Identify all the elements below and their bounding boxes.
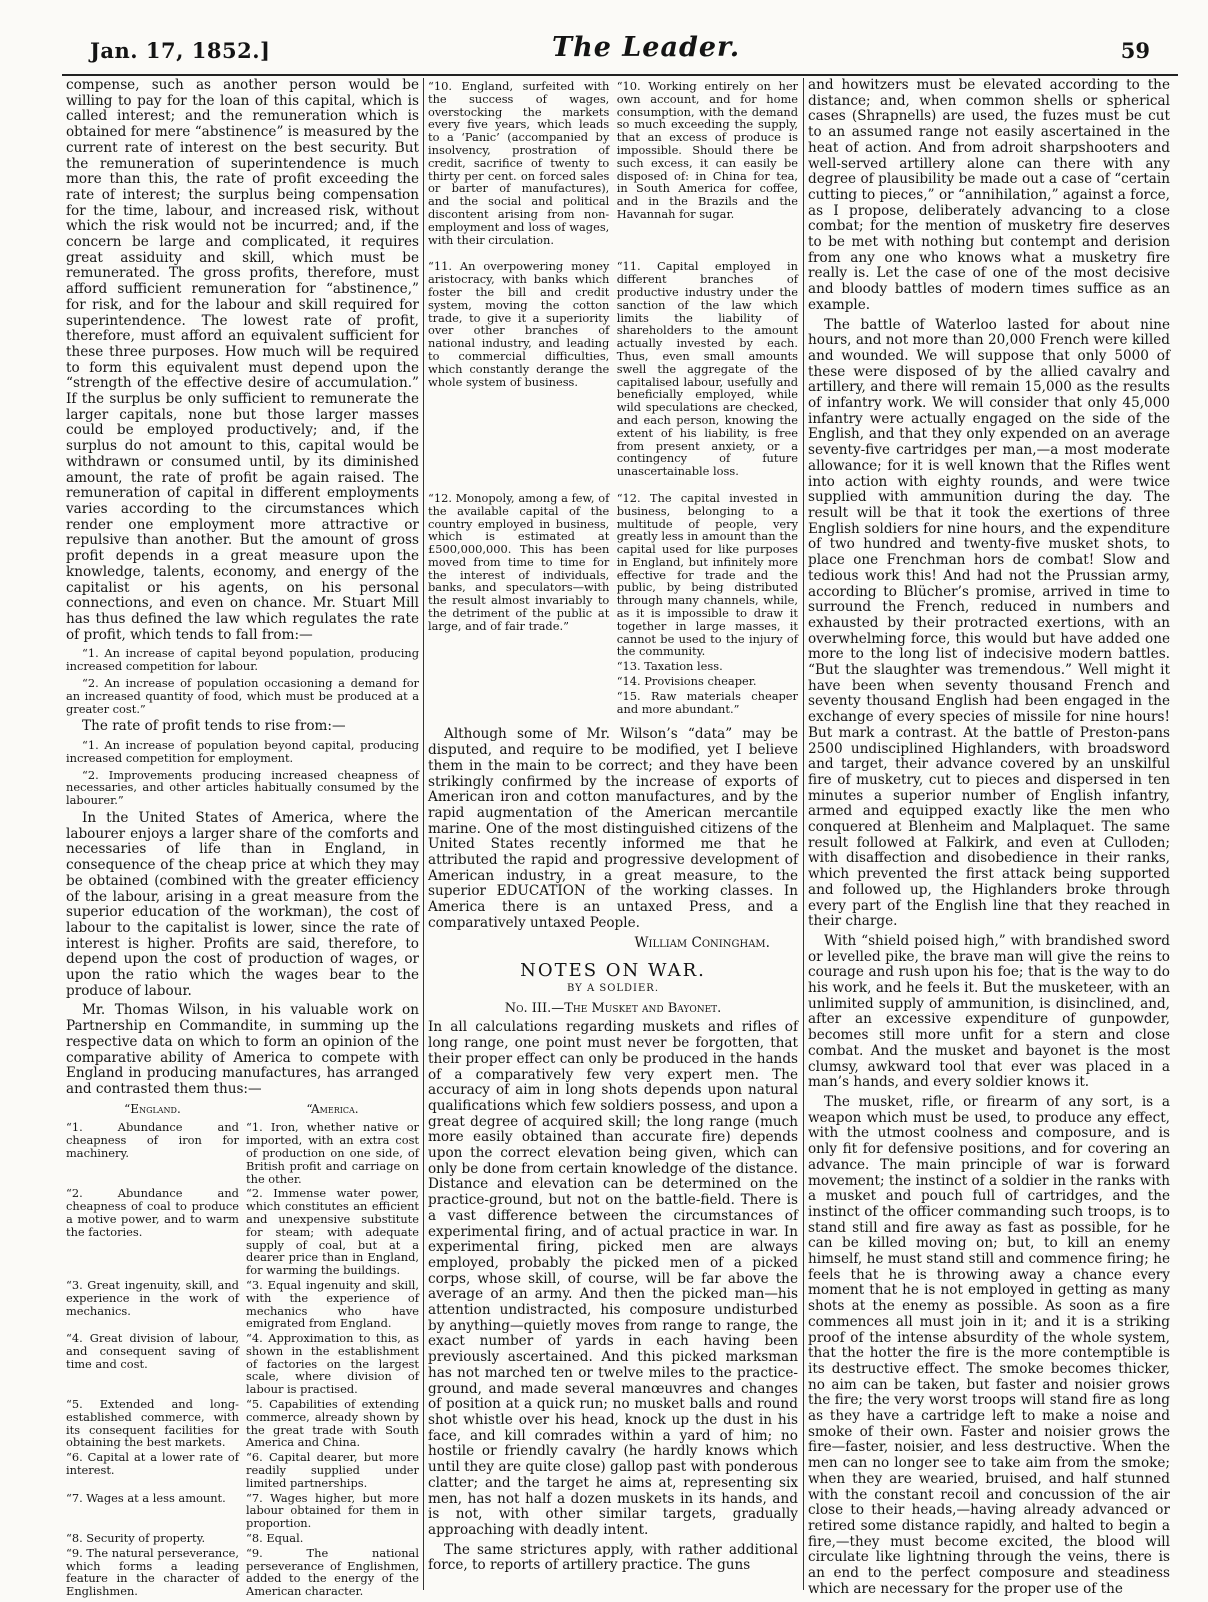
column-divider <box>803 78 804 1590</box>
table-cell-england: “6. Capital at a lower rate of interest. <box>66 1450 239 1478</box>
masthead-title: The Leader. <box>552 32 741 63</box>
quote: “2. An increase of population occasioning a demand for an increased quantity of food, which must be produced at a greater cost.” <box>66 675 419 716</box>
header-rule <box>62 74 1178 76</box>
table-header-england: “England. <box>124 1101 181 1116</box>
paragraph: In all calculations regarding muskets and rifles of long range, one point must never be forgotten, that their proper effect can only be produced in the hands of a comparatively few very expert men. The accuracy of aim in long shots depends upon natural qualifications which few soldiers possess, and upon a great degree of acquired skill; the long range (much more easily obtained than accurate fire) depends upon the correct elevation being given, which can only be done from certain knowledge of the distance. Distance and elevation can be determined on the practice-ground, but not on the battle-field. There is a vast difference between the circumstances of experimental firing, and of actual practice in war. In experimental firing, picked men are always employed, probably the picked men of a picked corps, whose skill, of course, will be far above the average of an army. And then the picked man—his attention undistracted, his composure undisturbed by anything—quietly moves from range to range, the exact number of yards in each having been previously ascertained. And this picked marksman has not marched ten or twelve miles to the practice-ground, and made several manœuvres and changes of position at a quick run; no musket balls and round shot whistle over his head, knock up the dust in his face, and kill comrades within a yard of him; no hostile or friendly cavalry (he hardly knows which until they are quite close) gallop past with ponderous clatter; and the target he aims at, representing six men, has not half a dozen muskets in its hands, and is not, with other similar targets, gradually approaching with deadly intent. <box>428 1019 798 1538</box>
column-divider <box>423 78 424 1590</box>
table-cell-england: “12. Monopoly, among a few, of the available capital of the country employed in business, which is estimated at £500,000,000. This has been moved from time to time for the interest of individuals, banks, and speculators—with the result almost invariably to the detriment of the public at large, and of fair trade.” <box>428 490 610 633</box>
table-row <box>66 1332 419 1396</box>
table-row <box>428 80 798 246</box>
page-header <box>62 30 1178 80</box>
paragraph: Although some of Mr. Wilson’s “data” may be disputed, and require to be modified, yet I believe them in the main to be correct; and they have been strikingly confirmed by the increase of exports of American iron and cotton manufactures, and by the rapid augmentation of the American mercantile marine. One of the most distinguished citizens of the United States recently informed me that he attributed the rapid and progressive development of American industry, in a great measure, to the superior EDUCATION of the working classes. In America there is an untaxed Press, and a comparatively untaxed People. <box>428 726 798 931</box>
table-cell-england: “2. Abundance and cheapness of coal to produce a motive power, and to warm the factories. <box>66 1186 239 1239</box>
table-row <box>66 1492 419 1530</box>
section-byline: BY A SOLDIER. <box>566 983 660 994</box>
section-title: NOTES ON WAR. <box>520 960 706 982</box>
quote: “1. An increase of population beyond capital, producing increased competition for employment. <box>66 738 419 765</box>
table-cell-england: “1. Abundance and cheapness of iron for machinery. <box>66 1120 239 1160</box>
quote: “2. Improvements producing increased cheapness of necessaries, and other articles habitually consumed by the labourer.” <box>66 767 419 808</box>
paragraph: and howitzers must be elevated according to the distance; and, when common shells or spherical cases (Shrapnells) are used, the fuzes must be cut to an assumed range not easily ascertained in the heat of action. And from adroit sharpshooters and well-served artillery alone can there with any degree of plausibility be made out a case of “certain cutting to pieces,” or “annihilation,” against a force, as I propose, deliberately advancing to a close combat; for the mention of musketry fire deserves to be met with nothing but contempt and derision from any one who knows what a musketry fire really is. Let the case of one of the most decisive and bloody battles of modern times suffice as an example. <box>808 77 1170 313</box>
table-cell-america: “11. Capital employed in different branches of productive industry under the sanction of the law which limits the liability of shareholders to the amount actually invested by each. Thus, even small amounts swell the aggregate of the capitalised labour, usefully and beneficially employed, while wild speculations are checked, and each person, knowing the extent of his liability, is free from present anxiety, or a contingency of future unascertainable loss. <box>616 259 798 479</box>
paragraph: The battle of Waterloo lasted for about nine hours, and not more than 20,000 French were killed and wounded. We will suppose that only 5000 of these were disposed of by the allied cavalry and artillery, and there will remain 15,000 as the results of infantry work. We will consider that only 45,000 infantry were actually engaged on the side of the English, and that they only expended on an average seventy-five cartridges per man,—a most moderate allowance; for it is well known that the Rifles went into action with eighty rounds, and were twice supplied with ammunition during the day. The result will be that it took the exertions of three English soldiers for nine hours, and the expenditure of two hundred and twenty-five musket shots, to place one Frenchman hors de combat! Slow and tedious work this! And had not the Prussian army, according to Blücher’s promise, arrived in time to surround the French, reduced in numbers and exhausted by their protracted exertions, with an overwhelming force, this would but have added one more to the long list of indecisive modern battles. “But the slaughter was tremendous.” Well might it have been when seventy thousand French and seventy thousand English had been engaged in the exchange of every species of missile for nine hours! But mark a contrast. At the battle of Preston-pans 2500 undisciplined Highlanders, with broadsword and target, their advance covered by an unskilful fire of musketry, cut to pieces and dispersed in ten minutes a superior number of English infantry, armed and equipped exactly like the men who conquered at Blenheim and Malplaquet. The same result followed at Falkirk, and even at Culloden; with disaffection and disobedience in their ranks, which prevented the first attack being supported and followed up, the Highlanders broke through every part of the English line that they reached in their charge. <box>808 316 1170 930</box>
table-row <box>66 1121 419 1185</box>
table-row <box>66 1187 419 1277</box>
quote: “1. An increase of capital beyond population, producing increased competition for labour. <box>66 646 419 674</box>
table-row <box>428 492 798 658</box>
paragraph: The rate of profit tends to rise from:— <box>82 718 346 735</box>
comparison-table <box>66 1121 419 1598</box>
column-2 <box>428 78 798 1590</box>
table-row <box>428 660 798 673</box>
table-cell-england: “4. Great division of labour, and consequent saving of time and cost. <box>66 1331 239 1371</box>
table-cell-england: “11. An overpowering money aristocracy, with banks which foster the bill and credit system, moving the cotton trade, to give it a superiority over other branches of national industry, and leading to commercial difficulties, which constantly derange the whole system of business. <box>428 259 610 389</box>
paragraph: With “shield poised high,” with brandished sword or levelled pike, the brave man will give the reins to courage and rush upon his foe; that is the way to do his work, and he feels it. But the musketeer, with an unlimited supply of ammunition, is disinclined, and, after an excessive expenditure of gunpowder, becomes still more unfit for a stern and close combat. And the musket and bayonet is the most clumsy, awkward tool that ever was placed in a man’s hands, and every soldier knows it. <box>808 932 1170 1091</box>
comparison-table-continued <box>428 80 798 715</box>
table-row <box>66 1547 419 1598</box>
table-cell-america: “1. Iron, whether native or imported, with an extra cost of production on one side, of British profit and carriage on the other. <box>246 1120 419 1186</box>
table-cell-england: “9. The natural perseverance, which forms a leading feature in the character of Englishmen. <box>66 1545 239 1599</box>
paragraph: The musket, rifle, or firearm of any sort, is a weapon which must be used, to produce any effect, with the utmost coolness and composure, and is only fit for defensive positions, and for covering an advance. The main principle of war is forward movement; the instinct of a soldier in the ranks with a musket and pouch full of cartridges, and the instinct of the officer commanding such troops, is to stand still and fire away as fast as possible, for he can be killed moving on; but, to kill an enemy himself, he must stand still and commence firing; he feels that he is throwing away a chance every moment that he is not employed in getting as many shots at the enemy as possible. As soon as a fire commences all must join in it; and it is a striking proof of the intense absurdity of the whole system, that the hotter the fire is the more contemptible is its destructive effect. The smoke becomes thicker, no aim can be taken, but faster and noisier grows the fire; the very worst troops will stand fire as long as they have a cartridge left to make a noise and smoke of their own. Faster and noisier grows the fire—faster, noisier, and less destructive. When the men can no longer see to take aim from the smoke; when they are wearied, bruised, and half stunned with the constant recoil and concussion of the air close to their heads,—having already advanced or retired some distance rapidly, and halted to begin a fire,—they must become excited, the blood will circulate like lightning through the veins, there is an end to the perfect composure and steadiness which are necessary for the proper use of the <box>808 1094 1170 1597</box>
comparison-table-header <box>66 1102 419 1118</box>
table-cell-america: “2. Immense water power, which constitutes an efficient and unexpensive substitute for steam; with adequate supply of coal, but at a dearer price than in England, for warming the buildings. <box>246 1186 419 1278</box>
page-number: 59 <box>1120 38 1150 63</box>
table-cell-england <box>428 675 609 688</box>
paragraph: In the United States of America, where the labourer enjoys a larger share of the comforts and necessaries of life than in England, in consequence of the cheap price at which they may be obtained (combined with the greater efficiency of the labour, arising in a great measure from the superior education of the workman), the cost of labour to the capitalist is lower, since the rate of interest is higher. Profits are said, therefore, to depend upon the cost of production of wages, or upon the ratio which the wages bear to the produce of labour. <box>66 809 419 999</box>
author-signature: William Coningham. <box>634 934 770 951</box>
table-cell-america: “8. Equal. <box>246 1531 304 1546</box>
table-cell-america: “13. Taxation less. <box>616 659 723 674</box>
table-cell-england <box>428 690 609 716</box>
table-cell-england: “5. Extended and long-established commerce, with its consequent facilities for obtaining the best markets. <box>66 1397 239 1450</box>
table-cell-england: “8. Security of property. <box>66 1531 206 1546</box>
table-cell-america: “3. Equal ingenuity and skill, with the experience of mechanics who have emigrated from England. <box>246 1277 419 1331</box>
table-row <box>66 1398 419 1449</box>
table-row <box>66 1279 419 1330</box>
table-cell-england <box>428 660 609 673</box>
table-row <box>428 690 798 716</box>
table-cell-america: “9. The national perseverance of Englishmen, added to the energy of the American character. <box>246 1545 419 1599</box>
table-cell-america: “15. Raw materials cheaper and more abundant.” <box>616 688 798 716</box>
table-row <box>428 675 798 688</box>
table-cell-england: “7. Wages at a less amount. <box>66 1490 226 1505</box>
table-cell-america: “6. Capital dearer, but more readily supplied under limited partnerships. <box>246 1450 419 1490</box>
table-header-america: “America. <box>306 1101 359 1116</box>
table-cell-america: “14. Provisions cheaper. <box>616 674 757 689</box>
table-cell-america: “5. Capabilities of extending commerce, already shown by the great trade with South America and China. <box>246 1397 419 1450</box>
table-row <box>66 1451 419 1489</box>
column-1 <box>66 77 419 1599</box>
table-cell-america: “7. Wages higher, but more labour obtained for them in proportion. <box>246 1490 419 1531</box>
issue-date: Jan. 17, 1852.] <box>90 38 271 63</box>
table-cell-america: “4. Approximation to this, as shown in the establishment of factories on the largest scale, where division of labour is practised. <box>246 1331 419 1397</box>
paragraph: Mr. Thomas Wilson, in his valuable work on Partnership en Commandite, in summing up the respective data on which to form an opinion of the comparative ability of America to compete with England in producing manufactures, has arranged and contrasted them thus:— <box>66 1002 419 1097</box>
table-row <box>428 260 798 478</box>
paragraph: compense, such as another person would be willing to pay for the loan of this capital, which is called interest; and the remuneration which is obtained for mere “abstinence” is measured by the current rate of interest on the best security. But the remuneration of superintendence is much more than this, the rate of profit exceeding the rate of interest; the surplus being compensation for the time, labour, and increased risk, without which the risk would not be incurred; and, if the concern be large and complicated, it requires great assiduity and skill, which must be remunerated. The gross profits, therefore, must afford sufficient remuneration for “abstinence,” for risk, and for the labour and skill required for superintendence. The lowest rate of profit, therefore, must afford an equivalent sufficient for these three purposes. How much will be required to form this equivalent must depend upon the “strength of the effective desire of accumulation.” If the surplus be only sufficient to remunerate the larger capitals, none but those larger masses could be employed productively; and, if the surplus do not amount to this, capital would be withdrawn or consumed until, by its diminished amount, the rate of profit be again raised. The remuneration of capital in different employments varies according to the circumstances which render one employment more attractive or repulsive than another. But the amount of gross profit depends in a great measure upon the knowledge, talents, economy, and energy of the capitalist or his agents, on his personal connections, and even on chance. Mr. Stuart Mill has thus defined the law which regulates the rate of profit, which tends to fall from:— <box>66 77 419 643</box>
table-row <box>66 1532 419 1545</box>
table-cell-england: “10. England, surfeited with the success of wages, overstocking the markets every five years, which leads to a ‘Panic’ (accompanied by insolvency, prostration of credit, sacrifice of twenty to thirty per cent. on forced sales or barter of manufactures), and the social and political discontent arising from non-employment and loss of wages, with their circulation. <box>428 79 610 247</box>
column-3 <box>808 77 1170 1597</box>
section-heading: No. III.—The Musket and Bayonet. <box>504 1000 722 1016</box>
table-cell-america: “12. The capital invested in business, belonging to a multitude of people, very greatly less in amount than the capital used for like purposes in England, but infinitely more effective for trade and the public, by being distributed through many channels, while, as it is impossible to draw it together in large masses, it cannot be used to the injury of the community. <box>616 490 798 659</box>
table-cell-england: “3. Great ingenuity, skill, and experience in the work of mechanics. <box>66 1277 239 1318</box>
table-cell-america: “10. Working entirely on her own account, and for home consumption, with the demand so much exceeding the supply, that an excess of produce is impossible. Should there be such excess, it can easily be disposed of: in China for tea, in South America for coffee, and in the Brazils and the Havannah for sugar. <box>616 79 798 221</box>
paragraph: The same strictures apply, with rather additional force, to reports of artillery practice. The guns <box>428 1541 798 1574</box>
